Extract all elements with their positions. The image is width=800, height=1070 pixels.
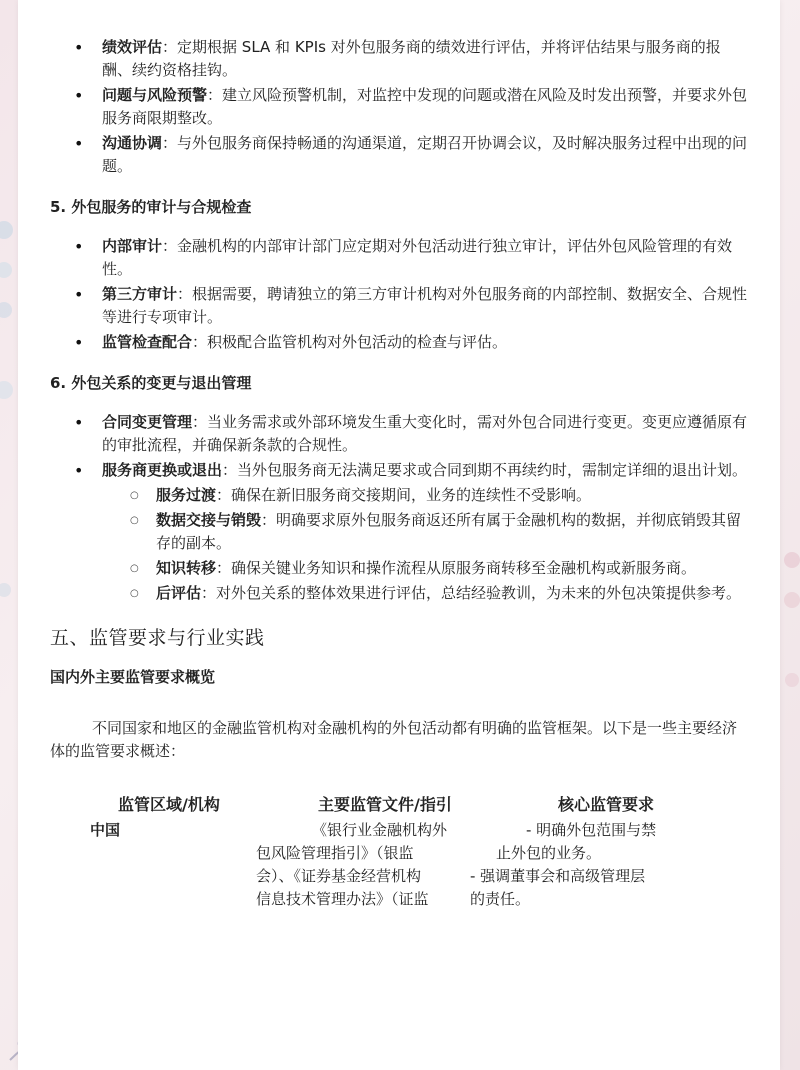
section5-list: [50, 235, 750, 354]
item-separator: ：: [216, 559, 232, 577]
item-term: 合同变更管理: [102, 413, 193, 431]
regulation-table: [50, 793, 750, 933]
section-heading-6: 6. 外包关系的变更与退出管理: [50, 374, 252, 392]
item-text: 根据需要，聘请独立的第三方审计机构对外包服务商的内部控制、数据安全、合规性等进行专项审计。: [102, 285, 748, 326]
item-separator: ：: [177, 285, 193, 303]
item-term: 第三方审计: [102, 285, 178, 303]
table-header-requirement: 核心监管要求: [558, 795, 655, 814]
table-cell-doc-line: 信息技术管理办法》（证监: [256, 890, 429, 908]
item-term: 服务商更换或退出: [102, 461, 223, 479]
item-separator: ：: [162, 134, 178, 152]
chapter-heading: 五、监管要求与行业实践: [50, 627, 265, 649]
list-item: [50, 283, 750, 329]
item-separator: ：: [162, 38, 178, 56]
item-separator: ：: [207, 86, 223, 104]
list-item: [50, 84, 750, 130]
item-term: 内部审计: [102, 237, 163, 255]
item-text: 定期根据 SLA 和 KPIs 对外包服务商的绩效进行评估，并将评估结果与服务商的报酬、续约资格挂钩。: [102, 38, 721, 79]
sub-list-item: [50, 484, 750, 507]
item-term: 沟通协调: [102, 134, 163, 152]
item-term: 问题与风险预警: [102, 86, 208, 104]
item-text: 当业务需求或外部环境发生重大变化时，需对外包合同进行变更。变更应遵循原有的审批流程，并确保新条款的合规性。: [102, 413, 748, 454]
item-separator: ：: [192, 333, 208, 351]
intro-paragraph: 不同国家和地区的金融监管机构对金融机构的外包活动都有明确的监管框架。以下是一些主要经济体的监管要求概述：: [50, 719, 738, 760]
table-header-document: 主要监管文件/指引: [318, 795, 452, 814]
item-separator: ：: [162, 237, 178, 255]
item-text: 当外包服务商无法满足要求或合同到期不再续约时，需制定详细的退出计划。: [237, 461, 748, 479]
table-cell-req-line: - 明确外包范围与禁: [526, 821, 657, 839]
sub-list-item: [50, 509, 750, 555]
list-item: [50, 331, 750, 354]
item-text: 明确要求原外包服务商返还所有属于金融机构的数据，并彻底销毁其留存的副本。: [156, 511, 742, 552]
item-term: 服务过渡: [156, 486, 217, 504]
item-separator: ：: [201, 584, 217, 602]
item-text: 建立风险预警机制，对监控中发现的问题或潜在风险及时发出预警，并要求外包服务商限期整改。: [102, 86, 748, 127]
item-text: 确保关键业务知识和操作流程从原服务商转移至金融机构或新服务商。: [231, 559, 697, 577]
item-separator: ：: [216, 486, 232, 504]
sub-list-item: [50, 557, 750, 580]
item-term: 后评估: [156, 584, 202, 602]
table-header-region: 监管区域/机构: [118, 795, 220, 814]
item-term: 知识转移: [156, 559, 217, 577]
item-separator: ：: [222, 461, 238, 479]
item-text: 积极配合监管机构对外包活动的检查与评估。: [207, 333, 508, 351]
section6-sublist: [50, 484, 750, 605]
item-separator: ：: [192, 413, 208, 431]
table-cell-req-line: 止外包的业务。: [496, 844, 602, 862]
list-item: [50, 235, 750, 281]
document-page: [18, 0, 780, 1070]
item-term: 数据交接与销毁: [156, 511, 262, 529]
item-text: 对外包关系的整体效果进行评估，总结经验教训，为未来的外包决策提供参考。: [216, 584, 742, 602]
subsection-heading: 国内外主要监管要求概览: [50, 668, 216, 686]
table-cell-doc-line: 会）、《证券基金经营机构: [256, 867, 422, 885]
table-cell-req-line: 的责任。: [470, 890, 531, 908]
section6-list: [50, 411, 750, 482]
item-text: 金融机构的内部审计部门应定期对外包活动进行独立审计，评估外包风险管理的有效性。: [102, 237, 733, 278]
list-item: [50, 36, 750, 82]
section4-list: [50, 36, 750, 178]
list-item: [50, 459, 750, 482]
table-cell-req-line: - 强调董事会和高级管理层: [470, 867, 646, 885]
sub-list-item: [50, 582, 750, 605]
table-cell-doc-line: 《银行业金融机构外: [312, 821, 448, 839]
item-term: 绩效评估: [102, 38, 163, 56]
table-cell-region: 中国: [90, 821, 121, 839]
list-item: [50, 132, 750, 178]
item-separator: ：: [261, 511, 277, 529]
document-content: [50, 36, 750, 933]
table-cell-doc-line: 包风险管理指引》（银监: [256, 844, 414, 862]
list-item: [50, 411, 750, 457]
item-text: 确保在新旧服务商交接期间，业务的连续性不受影响。: [231, 486, 592, 504]
item-text: 与外包服务商保持畅通的沟通渠道，定期召开协调会议，及时解决服务过程中出现的问题。: [102, 134, 748, 175]
section-heading-5: 5. 外包服务的审计与合规检查: [50, 198, 252, 216]
item-term: 监管检查配合: [102, 333, 193, 351]
